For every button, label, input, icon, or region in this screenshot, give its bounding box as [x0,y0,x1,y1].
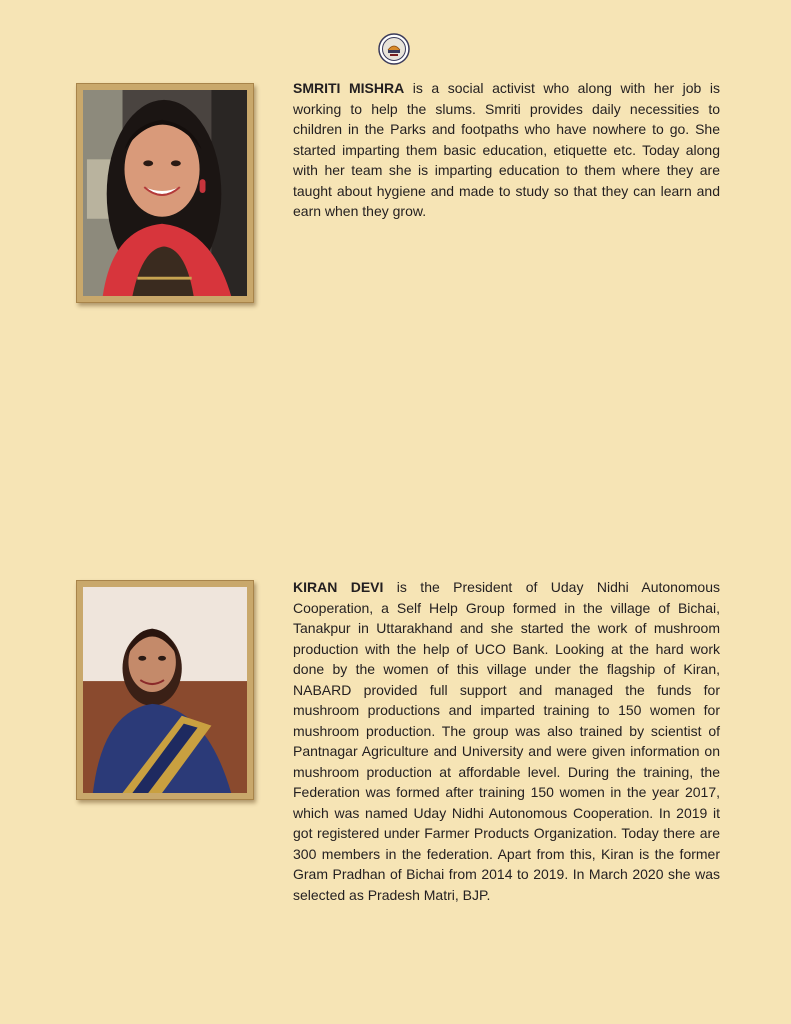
organization-emblem-logo [378,33,410,65]
profile-name: KIRAN DEVI [293,579,384,595]
profile-photo-kiran-devi [76,580,254,800]
profile-bio-kiran-devi [293,577,720,905]
profile-name: SMRITI MISHRA [293,80,405,96]
profile-bio-smriti-mishra [293,78,720,222]
profile-photo-smriti-mishra [76,83,254,303]
profile-bio-text: is a social activist who along with her job is working to help the slums. Smriti provides daily necessities to children in the Parks and footpaths who have nowhere to go. She started imparting them basic education, etiquette etc. Today along with her team she is imparting education to them where they are taught about hygiene and made to study so that they can learn and earn when they grow. [293,80,721,219]
profile-bio-text: is the President of Uday Nidhi Autonomous Cooperation, a Self Help Group formed in the village of Bichai, Tanakpur in Uttarakhand and she started the work of mushroom production with the help of UCO Bank. Looking at the hard work done by the women of this village under the flagship of Kiran, NABARD provided full support and managed the funds for mushroom productions and imparted training to 150 women for mushroom production. The group was also trained by scientist of Pantnagar Agriculture and University and were given information on mushroom production at affordable level. During the training, the Federation was formed after training 150 women in the year 2017, which was named Uday Nidhi Autonomous Cooperation. In 2019 it got registered under Farmer Products Organization. Today there are 300 members in the federation. Apart from this, Kiran is the former Gram Pradhan of Bichai from 2014 to 2019. In March 2020 she was selected as Pradesh Matri, BJP. [293,579,720,903]
